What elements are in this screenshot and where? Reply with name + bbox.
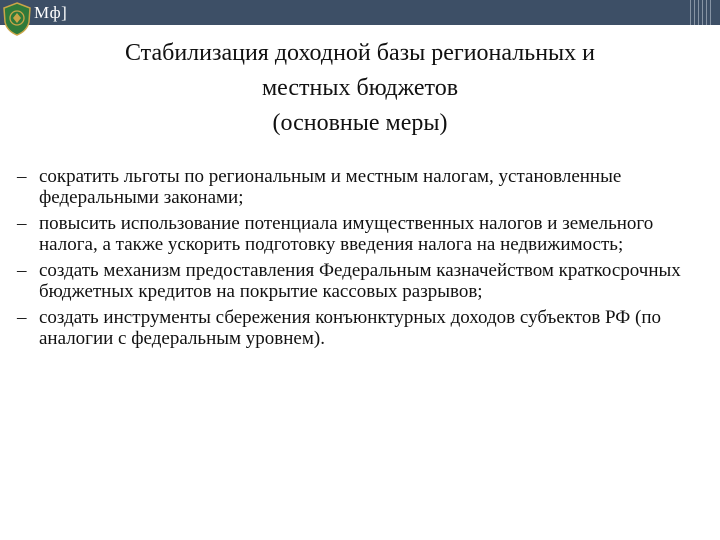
list-bullet: – <box>17 260 27 281</box>
list-item-text: создать инструменты сбережения конъюнктурных доходов субъектов РФ (по аналогии с федеральным уровнем). <box>39 307 662 349</box>
ministry-brand: Мф] <box>34 3 68 22</box>
list-bullet: – <box>17 213 27 234</box>
list-bullet: – <box>17 307 27 328</box>
list-item <box>16 260 706 302</box>
list-item-text: повысить использование потенциала имущественных налогов и земельного налога, а также ускорить подготовку введения налога на недвижимость; <box>39 213 654 255</box>
measures-list <box>16 166 706 354</box>
header-bar <box>0 0 720 25</box>
list-item <box>16 166 706 208</box>
title-line-2: местных бюджетов <box>261 75 459 101</box>
title-line-1: Стабилизация доходной базы региональных и <box>124 40 595 66</box>
ministry-emblem-icon <box>2 2 32 36</box>
list-item <box>16 213 706 255</box>
header-decoration <box>690 0 714 25</box>
list-item <box>16 307 706 349</box>
page-title <box>20 36 700 141</box>
list-item-text: сократить льготы по региональным и местным налогам, установленные федеральными законами; <box>39 166 622 208</box>
list-item-text: создать механизм предоставления Федеральным казначейством краткосрочных бюджетных кредитов на покрытие кассовых разрывов; <box>39 260 681 302</box>
title-line-3: (основные меры) <box>272 110 448 136</box>
list-bullet: – <box>17 166 27 187</box>
